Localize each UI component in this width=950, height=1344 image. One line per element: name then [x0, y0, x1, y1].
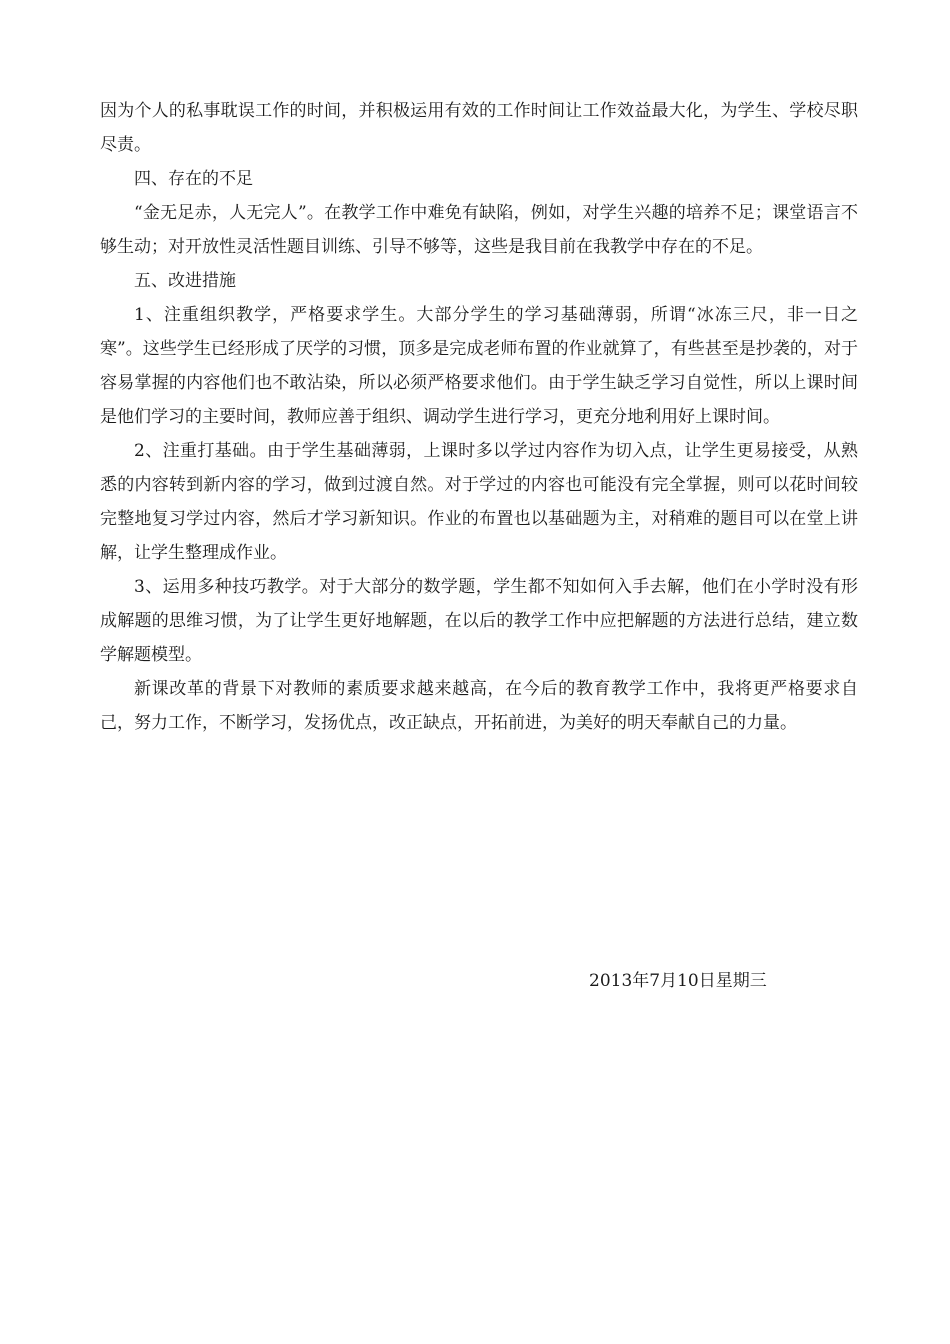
paragraph-improvement-3: 3、运用多种技巧教学。对于大部分的数学题，学生都不知如何入手去解，他们在小学时没有形成解题的思维习惯，为了让学生更好地解题，在以后的教学工作中应把解题的方法进行总结，建立数学解题模型。 — [100, 577, 858, 665]
paragraph-improvement-2: 2、注重打基础。由于学生基础薄弱，上课时多以学过内容作为切入点，让学生更易接受，从熟悉的内容转到新内容的学习，做到过渡自然。对于学过的内容也可能没有完全掌握，则可以花时间较完整地复习学过内容，然后才学习新知识。作业的布置也以基础题为主，对稍难的题目可以在堂上讲解，让学生整理成作业。 — [100, 441, 858, 563]
paragraph-continuation: 因为个人的私事耽误工作的时间，并积极运用有效的工作时间让工作效益最大化，为学生、学校尽职尽责。 — [100, 101, 858, 155]
document-date: 2013年7月10日星期三 — [589, 971, 767, 991]
paragraph-conclusion: 新课改革的背景下对教师的素质要求越来越高，在今后的教育教学工作中，我将更严格要求自己，努力工作，不断学习，发扬优点，改正缺点，开拓前进，为美好的明天奉献自己的力量。 — [100, 679, 858, 733]
section-heading-shortcomings: 四、存在的不足 — [134, 169, 253, 189]
paragraph-shortcomings: “金无足赤，人无完人”。在教学工作中难免有缺陷，例如，对学生兴趣的培养不足；课堂语言不够生动；对开放性灵活性题目训练、引导不够等，这些是我目前在我教学中存在的不足。 — [100, 203, 858, 257]
section-heading-improvements: 五、改进措施 — [134, 271, 236, 291]
document-body — [100, 94, 858, 740]
paragraph-improvement-1: 1、注重组织教学，严格要求学生。大部分学生的学习基础薄弱，所谓“冰冻三尺，非一日之寒”。这些学生已经形成了厌学的习惯，顶多是完成老师布置的作业就算了，有些甚至是抄袭的，对于容易掌握的内容他们也不敢沾染，所以必须严格要求他们。由于学生缺乏学习自觉性，所以上课时间是他们学习的主要时间，教师应善于组织、调动学生进行学习，更充分地利用好上课时间。 — [100, 305, 858, 427]
